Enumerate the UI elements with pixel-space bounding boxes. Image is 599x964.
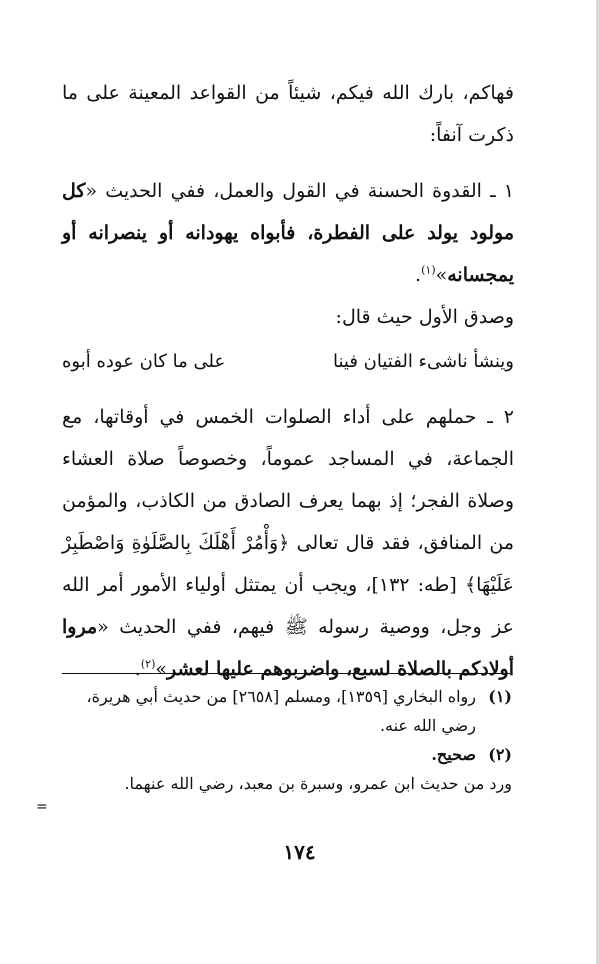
intro-paragraph: فهاكم، بارك الله فيكم، شيئاً من القواعد المعينة على ما ذكرت آنفاً:	[62, 82, 514, 146]
verse-first-hemistich: وينشأ ناشىء الفتيان فينا	[333, 351, 514, 372]
hadith-2-close: »	[155, 658, 167, 680]
poetry-verse	[62, 342, 514, 382]
footnote-2-grade: صحيح.	[431, 745, 476, 764]
footnote-1	[62, 682, 512, 740]
footnotes	[62, 682, 512, 798]
verse-second-hemistich: على ما كان عوده أبوه	[62, 351, 226, 372]
rule-2-text: ٢ ـ حملهم على أداء الصلوات الخمس في أوقاتها، مع الجماعة، في المساجد عموماً، وخصوصاً صلاة العشاء وصلاة الفجر؛ إذ بهما يعرف الصادق من الكاذب، والمؤمن من المنافق، فقد قال تعالى ﴿وَأْمُرْ أَهْلَكَ بِالصَّلَوٰةِ وَاصْطَبِرْ عَلَيْهَا﴾ [طه: ١٣٢]، ويجب أن يمتثل أولياء الأمور أمر الله عز وجل، ووصية رسوله ﷺ فيهم، ففي الحديث «	[62, 406, 514, 638]
footnote-2	[62, 740, 512, 769]
footnote-separator	[62, 673, 510, 674]
rule-2-paragraph	[62, 396, 514, 690]
rule-1-paragraph	[62, 170, 514, 296]
page-body	[62, 72, 514, 690]
poet-intro: وصدق الأول حيث قال:	[335, 306, 514, 328]
footnote-ref-1: (١)	[421, 263, 436, 277]
footnote-2-number: (٢)	[488, 745, 512, 764]
footnote-2-continuation: ورد من حديث ابن عمرو، وسبرة بن معبد، رضي الله عنهما.	[124, 774, 512, 793]
rule-1-text: ١ ـ القدوة الحسنة في القول والعمل، ففي الحديث «	[85, 180, 514, 202]
footnote-1-number: (١)	[488, 687, 512, 706]
hadith-1-quote: كل مولود يولد على الفطرة، فأبواه يهودانه أو ينصرانه أو يمجسانه	[62, 180, 514, 286]
page-number: ١٧٤	[283, 840, 316, 864]
footnote-ref-2: (٢)	[140, 657, 156, 671]
rule-2-end: .	[134, 658, 141, 680]
hadith-2-quote: مروا أولادكم بالصلاة لسبع، واضربوهم عليها لعشر	[62, 616, 514, 680]
footnote-1-text: رواه البخاري [١٣٥٩]، ومسلم [٢٦٥٨] من حديث أبي هريرة، رضي الله عنه.	[86, 687, 476, 735]
continuation-mark: =	[36, 799, 48, 815]
hadith-1-close: »	[435, 264, 448, 286]
rule-1-end: .	[415, 264, 422, 286]
